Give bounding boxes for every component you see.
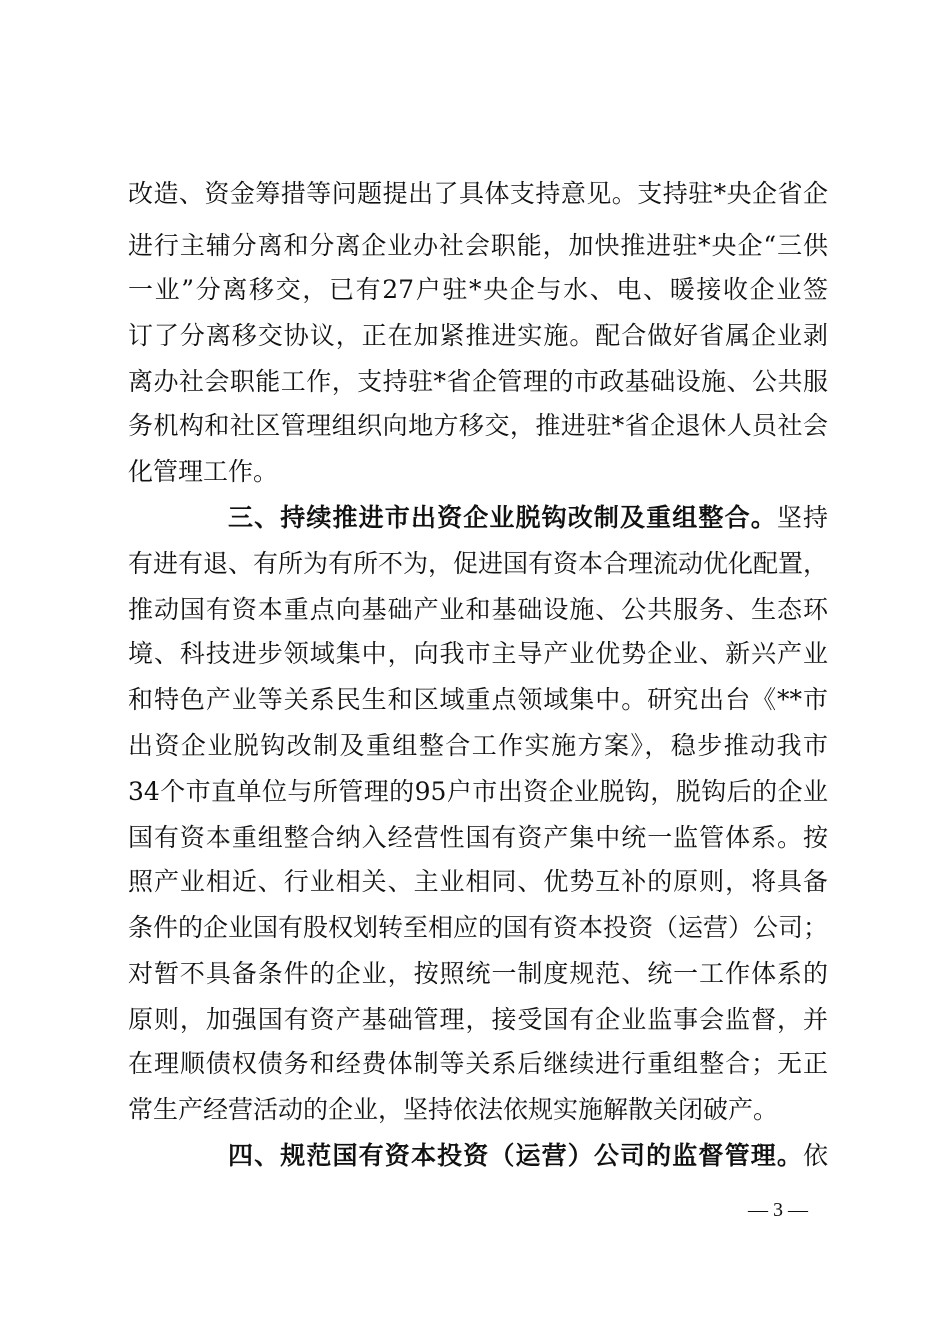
body-text-line: 34个市直单位与所管理的95户市出资企业脱钩，脱钩后的企业 xyxy=(128,777,828,806)
page-number: — 3 — xyxy=(748,1199,808,1221)
body-text-line: 常生产经营活动的企业，坚持依法依规实施解散关闭破产。 xyxy=(128,1095,779,1124)
body-text-line: 进行主辅分离和分离企业办社会职能，加快推进驻*央企“三供 xyxy=(128,231,828,260)
section-4-first-line xyxy=(228,1136,828,1176)
section-3-heading: 三、持续推进市出资企业脱钩改制及重组整合。 xyxy=(228,503,777,532)
body-text-line: 一业”分离移交，已有27户驻*央企与水、电、暖接收企业签 xyxy=(128,275,828,304)
section-4-heading: 四、规范国有资本投资（运营）公司的监督管理。 xyxy=(228,1141,803,1170)
body-text-line: 离办社会职能工作，支持驻*省企管理的市政基础设施、公共服 xyxy=(128,367,828,396)
body-text-line: 对暂不具备条件的企业，按照统一制度规范、统一工作体系的 xyxy=(128,959,828,988)
body-text-line: 在理顺债权债务和经费体制等关系后继续进行重组整合；无正 xyxy=(128,1049,828,1078)
body-text-line: 境、科技进步领域集中，向我市主导产业优势企业、新兴产业 xyxy=(128,639,828,668)
body-text-line: 化管理工作。 xyxy=(128,457,279,486)
body-text-line: 原则，加强国有资产基础管理，接受国有企业监事会监督，并 xyxy=(128,1005,828,1034)
body-text-line: 和特色产业等关系民生和区域重点领域集中。研究出台《**市 xyxy=(128,685,828,714)
body-text-line: 条件的企业国有股权划转至相应的国有资本投资（运营）公司； xyxy=(128,913,828,942)
body-text-line: 务机构和社区管理组织向地方移交，推进驻*省企退休人员社会 xyxy=(128,411,828,440)
section-3-first-line xyxy=(228,498,828,538)
section-4-first-line-rest: 依 xyxy=(802,1141,828,1170)
body-text-line: 照产业相近、行业相关、主业相同、优势互补的原则，将具备 xyxy=(128,867,828,896)
body-text-line: 有进有退、有所为有所不为，促进国有资本合理流动优化配置， xyxy=(128,549,828,578)
body-text-line: 推动国有资本重点向基础产业和基础设施、公共服务、生态环 xyxy=(128,595,828,624)
body-text-line: 改造、资金筹措等问题提出了具体支持意见。支持驻*央企省企 xyxy=(128,179,828,208)
body-text-line: 出资企业脱钩改制及重组整合工作实施方案》，稳步推动我市 xyxy=(128,731,828,760)
section-3-first-line-rest: 坚持 xyxy=(776,503,828,532)
body-text-line: 订了分离移交协议，正在加紧推进实施。配合做好省属企业剥 xyxy=(128,321,828,350)
body-text-line: 国有资本重组整合纳入经营性国有资产集中统一监管体系。按 xyxy=(128,823,828,852)
